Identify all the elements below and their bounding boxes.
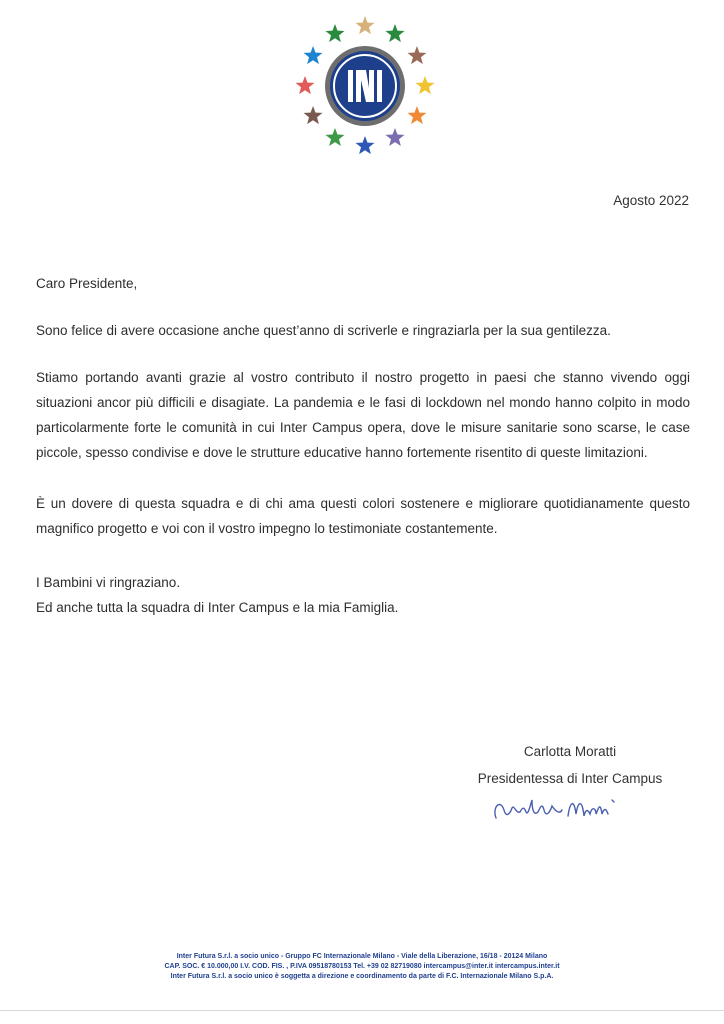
- logo-star: [325, 24, 344, 42]
- signatory-title: Presidentessa di Inter Campus: [477, 771, 663, 786]
- closing-lines: [36, 570, 690, 620]
- salutation: Caro Presidente,: [36, 276, 138, 291]
- logo-star: [325, 128, 344, 146]
- logo-star: [304, 46, 323, 64]
- logo-star: [295, 76, 314, 94]
- paragraph-text: Sono felice di avere occasione anche quest’anno di scriverle e ringraziarla per la sua gentilezza.: [36, 323, 611, 338]
- paragraph-text: Stiamo portando avanti grazie al vostro contributo il nostro progetto in paesi che stanno vivendo oggi situazioni ancor più difficili e disagiate. La pandemia e le fasi di lockdown nel mondo hanno colpito in modo particolarmente forte le comunità in cui Inter Campus opera, dove le misure sanitarie sono scarse, le case piccole, spesso condivise e dove le strutture educative hanno fortemente risentito di queste limitazioni.: [36, 370, 690, 460]
- paragraph-text: È un dovere di questa squadra e di chi ama questi colori sostenere e migliorare quotidianamente questo magnifico progetto e voi con il vostro impegno lo testimoniate costantemente.: [36, 496, 690, 536]
- inter-campus-logo: [290, 12, 440, 157]
- logo-star: [415, 76, 434, 94]
- page-edge-rule: [0, 1010, 724, 1011]
- closing-line-2: Ed anche tutta la squadra di Inter Campus e la mia Famiglia.: [36, 600, 399, 615]
- signature-block: [470, 738, 670, 792]
- footer-line-1: Inter Futura S.r.l. a socio unico - Gruppo FC Internazionale Milano - Viale della Liberazione, 16/18 - 20124 Milano: [176, 953, 548, 960]
- footer-line-2: CAP. SOC. € 10.000,00 I.V. COD. FIS. , P.IVA 09518780153 Tel. +39 02 82719080 intercampus@inter.it intercampus.inter.it: [164, 963, 560, 970]
- logo-star: [304, 106, 323, 124]
- letter-date: Agosto 2022: [613, 193, 689, 208]
- logo-star: [355, 136, 374, 154]
- handwritten-signature: [486, 788, 626, 828]
- footer-line-3: Inter Futura S.r.l. a socio unico è soggetta a direzione e coordinamento da parte di F.C. Internazionale Milano S.p.A.: [170, 973, 554, 980]
- logo-star: [385, 128, 404, 146]
- paragraph-2: [36, 365, 690, 465]
- logo-star: [407, 106, 426, 124]
- signatory-name: Carlotta Moratti: [523, 744, 617, 759]
- logo-star: [385, 24, 404, 42]
- closing-line-1: I Bambini vi ringraziano.: [36, 575, 181, 590]
- letterhead-footer: [120, 952, 604, 982]
- paragraph-1: [36, 318, 690, 343]
- logo-star: [407, 46, 426, 64]
- paragraph-3: [36, 491, 690, 541]
- logo-star: [355, 16, 374, 34]
